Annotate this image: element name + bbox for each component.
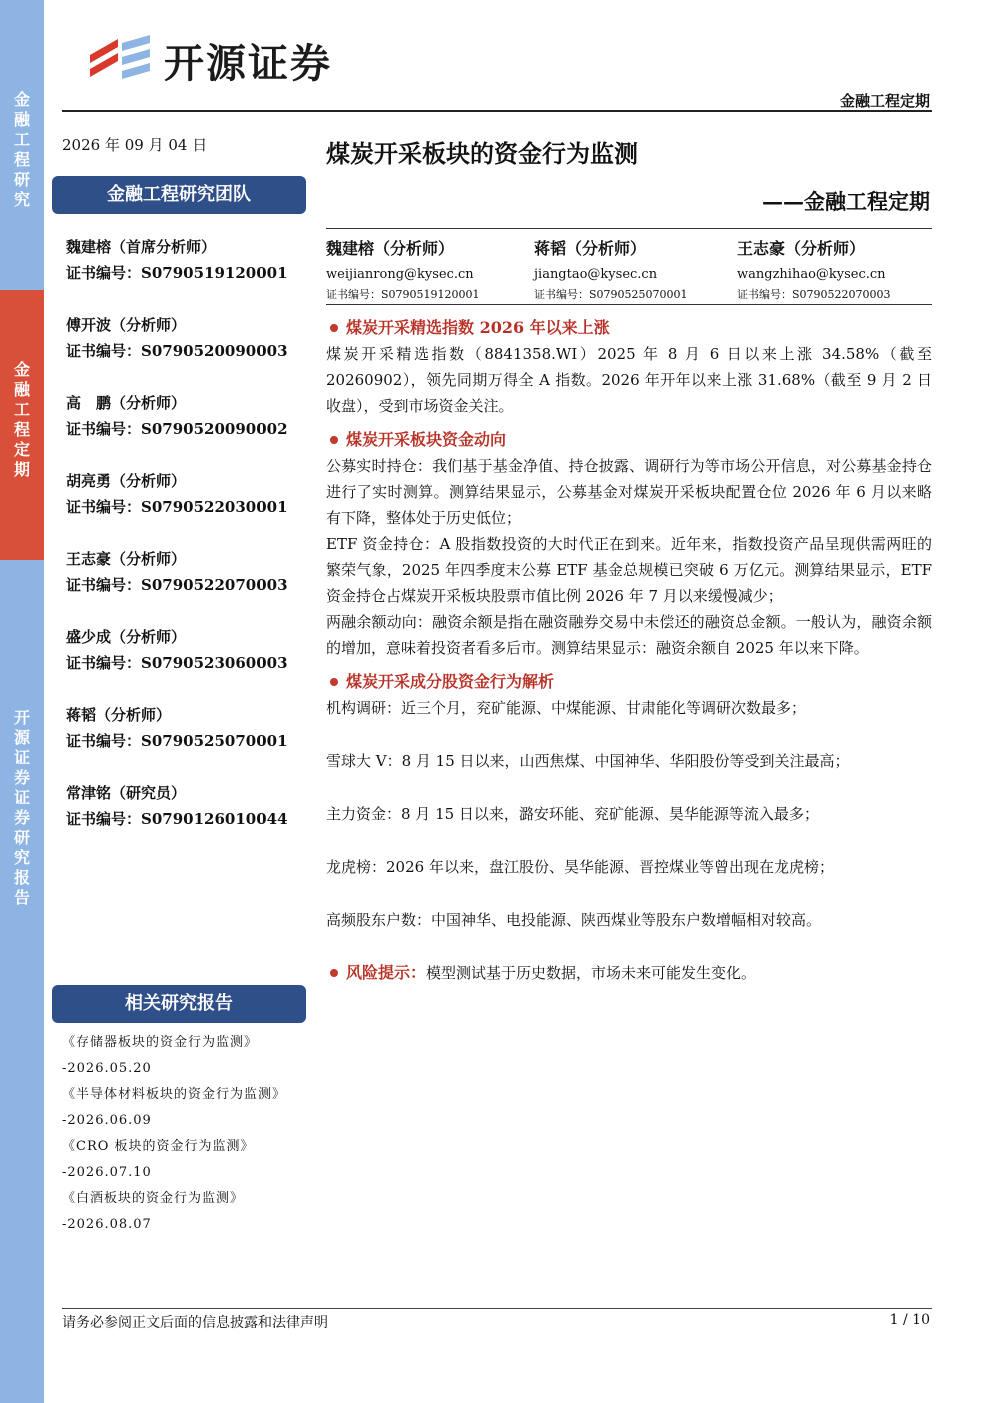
- bullet-icon: [330, 436, 338, 444]
- sidebar-label-top: 金融工程研究: [13, 90, 30, 209]
- header-divider: [62, 110, 932, 112]
- analyst-name: 蒋韬（分析师）: [66, 706, 172, 724]
- risk-warning: [326, 960, 932, 986]
- related-report-link[interactable]: 《CRO 板块的资金行为监测》: [62, 1139, 255, 1154]
- sidebar-label-mid: 金融工程定期: [13, 360, 30, 479]
- analyst-cert: 证书编号：S0790126010044: [66, 810, 288, 828]
- bullet-icon: [330, 969, 338, 977]
- page-number: 1 / 10: [889, 1312, 930, 1328]
- related-report-date: -2026.06.09: [62, 1113, 152, 1128]
- related-report-date: -2026.08.07: [62, 1217, 152, 1232]
- footer-disclaimer: 请务必参阅正文后面的信息披露和法律声明: [62, 1315, 328, 1331]
- analyst-name: 傅开波（分析师）: [66, 316, 187, 334]
- analyst-entry: [66, 624, 288, 676]
- report-subtitle: ——金融工程定期: [762, 189, 930, 214]
- related-reports-list: [62, 1030, 310, 1238]
- related-report-date: -2026.07.10: [62, 1165, 152, 1180]
- paragraph: 龙虎榜：2026 年以来，盘江股份、昊华能源、晋控煤业等曾出现在龙虎榜；: [326, 858, 834, 876]
- sidebar-label-bottom: 开源证券 证券研究报告: [13, 708, 30, 907]
- author-email[interactable]: wangzhihao@kysec.cn: [737, 267, 886, 282]
- paragraph: 公募实时持仓：我们基于基金净值、持仓披露、调研行为等市场公开信息，对公募基金持仓进行了实时测算。测算结果显示，公募基金对煤炭开采板块配置仓位 2026 年 6 月以来略有下降，整体处于历史低位；: [326, 457, 932, 527]
- analyst-entry: [66, 312, 288, 364]
- analyst-cert: 证书编号：S0790522030001: [66, 498, 288, 516]
- logo-text: 开源证券: [164, 40, 332, 87]
- analyst-name: 盛少成（分析师）: [66, 628, 187, 646]
- analyst-entry: [66, 390, 288, 442]
- risk-heading: 风险提示：: [346, 963, 427, 982]
- analyst-cert: 证书编号：S0790519120001: [66, 264, 288, 282]
- risk-text: 模型测试基于历史数据，市场未来可能发生变化。: [426, 964, 757, 982]
- author-block: [534, 238, 734, 304]
- company-logo: [88, 30, 332, 90]
- analyst-entry: [66, 546, 288, 598]
- related-reports-heading: 相关研究报告: [52, 985, 306, 1023]
- sidebar-strip-bottom: [0, 560, 44, 1403]
- sidebar-strip-top: [0, 0, 44, 290]
- author-email[interactable]: jiangtao@kysec.cn: [534, 267, 658, 282]
- footer-divider: [62, 1308, 932, 1309]
- analyst-cert: 证书编号：S0790522070003: [66, 576, 288, 594]
- sidebar-strip-mid: [0, 290, 44, 560]
- analyst-name: 王志豪（分析师）: [66, 550, 187, 568]
- analyst-cert: 证书编号：S0790523060003: [66, 654, 288, 672]
- paragraph: ETF 资金持仓：A 股指数投资的大时代正在到来。近年来，指数投资产品呈现供需两旺的繁荣气象，2025 年四季度末公募 ETF 基金总规模已突破 6 万亿元。测算结果显示，ETF 资金持仓占煤炭开采板块股票市值比例 2026 年 7 月以来缓慢减少；: [326, 535, 932, 605]
- analyst-name: 高 鹏（分析师）: [66, 394, 187, 412]
- analyst-entry: [66, 468, 288, 520]
- author-cert: 证书编号：S0790525070001: [534, 288, 688, 301]
- analyst-cert: 证书编号：S0790520090003: [66, 342, 288, 360]
- bullet-icon: [330, 678, 338, 686]
- analyst-name: 常津铭（研究员）: [66, 784, 187, 802]
- paragraph: 高频股东户数：中国神华、电投能源、陕西煤业等股东户数增幅相对较高。: [326, 911, 822, 929]
- paragraph: 雪球大 V：8 月 15 日以来，山西焦煤、中国神华、华阳股份等受到关注最高；: [326, 752, 850, 770]
- section-heading-text: 煤炭开采精选指数 2026 年以来上涨: [346, 318, 610, 337]
- author-name: 蒋韬（分析师）: [534, 239, 647, 258]
- report-date: 2026 年 09 月 04 日: [62, 136, 208, 154]
- analyst-entry: [66, 234, 288, 286]
- author-name: 魏建榕（分析师）: [326, 239, 455, 258]
- analyst-name: 魏建榕（首席分析师）: [66, 238, 217, 256]
- section-heading: [326, 669, 932, 695]
- related-report-date: -2026.05.20: [62, 1061, 152, 1076]
- section-heading: [326, 315, 932, 341]
- paragraph: 两融余额动向：融资余额是指在融资融券交易中未偿还的融资总金额。一般认为，融资余额的增加，意味着投资者看多后市。测算结果显示：融资余额自 2025 年以来下降。: [326, 613, 932, 657]
- paragraph: 机构调研：近三个月，兖矿能源、中煤能源、甘肃能化等调研次数最多；: [326, 699, 807, 717]
- analyst-cert: 证书编号：S0790520090002: [66, 420, 288, 438]
- author-cert: 证书编号：S0790519120001: [326, 288, 480, 301]
- author-block: [737, 238, 937, 304]
- analyst-entry: [66, 702, 288, 754]
- authors-divider-bottom: [326, 304, 932, 305]
- related-report-link[interactable]: 《白酒板块的资金行为监测》: [62, 1191, 245, 1206]
- team-heading: 金融工程研究团队: [52, 176, 306, 214]
- report-summary: [326, 315, 932, 986]
- section-heading: [326, 427, 932, 453]
- logo-mark-icon: [88, 33, 154, 87]
- analyst-entry: [66, 780, 288, 832]
- author-cert: 证书编号：S0790522070003: [737, 288, 891, 301]
- report-title: 煤炭开采板块的资金行为监测: [326, 139, 638, 168]
- related-report-link[interactable]: 《半导体材料板块的资金行为监测》: [62, 1087, 287, 1102]
- analyst-cert: 证书编号：S0790525070001: [66, 732, 288, 750]
- analyst-name: 胡亮勇（分析师）: [66, 472, 187, 490]
- author-name: 王志豪（分析师）: [737, 239, 866, 258]
- related-report-link[interactable]: 《存储器板块的资金行为监测》: [62, 1035, 259, 1050]
- bullet-icon: [330, 324, 338, 332]
- author-block: [326, 238, 526, 304]
- paragraph: 主力资金：8 月 15 日以来，潞安环能、兖矿能源、昊华能源等流入最多；: [326, 805, 819, 823]
- header-category: 金融工程定期: [839, 92, 930, 110]
- author-email[interactable]: weijianrong@kysec.cn: [326, 267, 474, 282]
- paragraph: 煤炭开采精选指数（8841358.WI）2025 年 8 月 6 日以来上涨 34.58%（截至 20260902），领先同期万得全 A 指数。2026 年开年以来上涨 31.68%（截至 9 月 2 日收盘），受到市场资金关注。: [326, 345, 932, 415]
- section-heading-text: 煤炭开采成分股资金行为解析: [346, 672, 555, 691]
- authors-divider-top: [326, 228, 932, 229]
- section-heading-text: 煤炭开采板块资金动向: [346, 430, 507, 449]
